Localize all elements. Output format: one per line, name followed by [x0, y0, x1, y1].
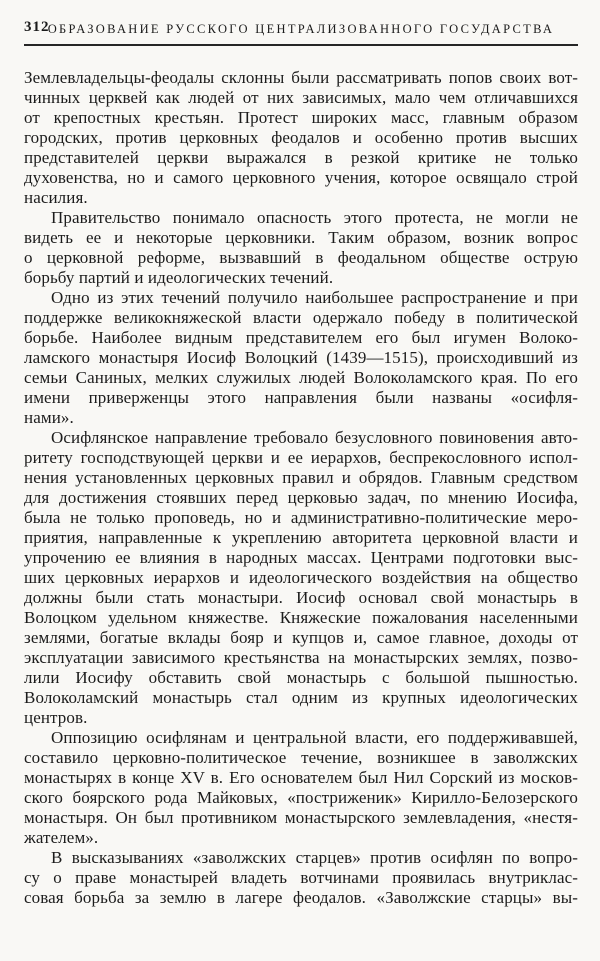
text-line: В высказываниях «заволжских старцев» против осифлян по вопро-: [51, 848, 578, 867]
text-line: приятия, направленные к укреплению авторитета церковной власти и: [24, 528, 578, 547]
text-line: Землевладельцы-феодалы склонны были рассматривать попов своих вот-: [24, 68, 578, 87]
text-line: поддержке великокняжеской власти одержало победу в политической: [24, 308, 578, 327]
text-line: о церковной реформе, вызвавший в феодальном обществе острую: [24, 248, 578, 267]
text-line: для достижения стоявших перед церковью задач, по мнению Иосифа,: [24, 488, 578, 507]
text-line: имени приверженцы этого направления были названы «осифля-: [24, 388, 578, 407]
text-line: городских, против церковных феодалов и особенно против высших: [24, 128, 578, 147]
text-line: лили Иосифу обставить свой монастырь с большой пышностью.: [24, 668, 578, 687]
text-line: эксплуатации зависимого крестьянства на монастырских землях, позво-: [24, 648, 578, 667]
text-line: нения установленных церковных правил и обрядов. Главным средством: [24, 468, 578, 487]
page-number: 312: [24, 19, 50, 35]
running-title: ОБРАЗОВАНИЕ РУССКОГО ЦЕНТРАЛИЗОВАННОГО ГОСУДАРСТВА: [47, 22, 555, 36]
text-line: насилия.: [24, 188, 88, 207]
text-line: от крепостных крестьян. Протест широких масс, главным образом: [24, 108, 578, 127]
paragraph: [24, 208, 578, 288]
text-line: ритету господствующей церкви и ее иерархов, беспрекословного испол-: [24, 448, 578, 467]
text-line: представителей церкви выражался в резкой критике не только: [24, 148, 578, 167]
text-line: чинных церквей как людей от них зависимых, мало чем отличавшихся: [24, 88, 578, 107]
text-line: ламского монастыря Иосиф Волоцкий (1439—1515), происходивший из: [24, 348, 578, 367]
text-line: монастыря. Он был противником монастырского землевладения, «нестя-: [24, 808, 578, 827]
text-line: борьбе. Наиболее видным представителем его был игумен Волоко-: [24, 328, 578, 347]
page-body: [24, 68, 578, 908]
text-line: Волоцком удельном княжестве. Княжеские пожалования населенными: [24, 608, 578, 627]
text-line: семьи Саниных, мелких служилых людей Волоколамского края. По его: [24, 368, 578, 387]
text-line: составило церковно-политическое течение, возникшее в заволжских: [24, 748, 578, 767]
text-line: су о праве монастырей владеть вотчинами проявилась внутриклас-: [24, 868, 578, 887]
text-line: монастырях в конце XV в. Его основателем был Нил Сорский из москов-: [24, 768, 578, 787]
text-line: видеть ее и некоторые церковники. Таким образом, возник вопрос: [24, 228, 578, 247]
text-line: ского боярского рода Майковых, «постриженик» Кирилло-Белозерского: [24, 788, 578, 807]
running-head: [24, 18, 578, 46]
text-line: ших церковных иерархов и идеологического воздействия на общество: [24, 568, 578, 587]
text-line: упрочению ее влияния в народных массах. Центрами подготовки выс-: [24, 548, 578, 567]
paragraph: [24, 68, 578, 208]
text-line: была не только проповедь, но и административно-политические меро-: [24, 508, 578, 527]
text-line: жателем».: [24, 828, 99, 847]
text-line: должны были стать монастыри. Иосиф основал свой монастырь в: [24, 588, 578, 607]
paragraph: [24, 848, 578, 908]
text-line: Волоколамский монастырь стал одним из крупных идеологических: [24, 688, 578, 707]
text-line: нами».: [24, 408, 74, 427]
text-line: центров.: [24, 708, 88, 727]
text-line: землями, богатые вклады бояр и купцов и, самое главное, доходы от: [24, 628, 578, 647]
text-line: духовенства, но и самого церковного учения, которое освящало строй: [24, 168, 578, 187]
text-line: совая борьба за землю в лагере феодалов. «Заволжские старцы» вы-: [24, 888, 578, 907]
paragraph: [24, 288, 578, 428]
text-line: борьбу партий и идеологических течений.: [24, 268, 334, 287]
text-line: Правительство понимало опасность этого протеста, не могли не: [51, 208, 578, 227]
text-line: Оппозицию осифлянам и центральной власти, его поддерживавшей,: [51, 728, 578, 747]
paragraph: [24, 428, 578, 728]
text-line: Осифлянское направление требовало безусловного повиновения авто-: [51, 428, 578, 447]
text-line: Одно из этих течений получило наибольшее распространение и при: [51, 288, 578, 307]
paragraph: [24, 728, 578, 848]
